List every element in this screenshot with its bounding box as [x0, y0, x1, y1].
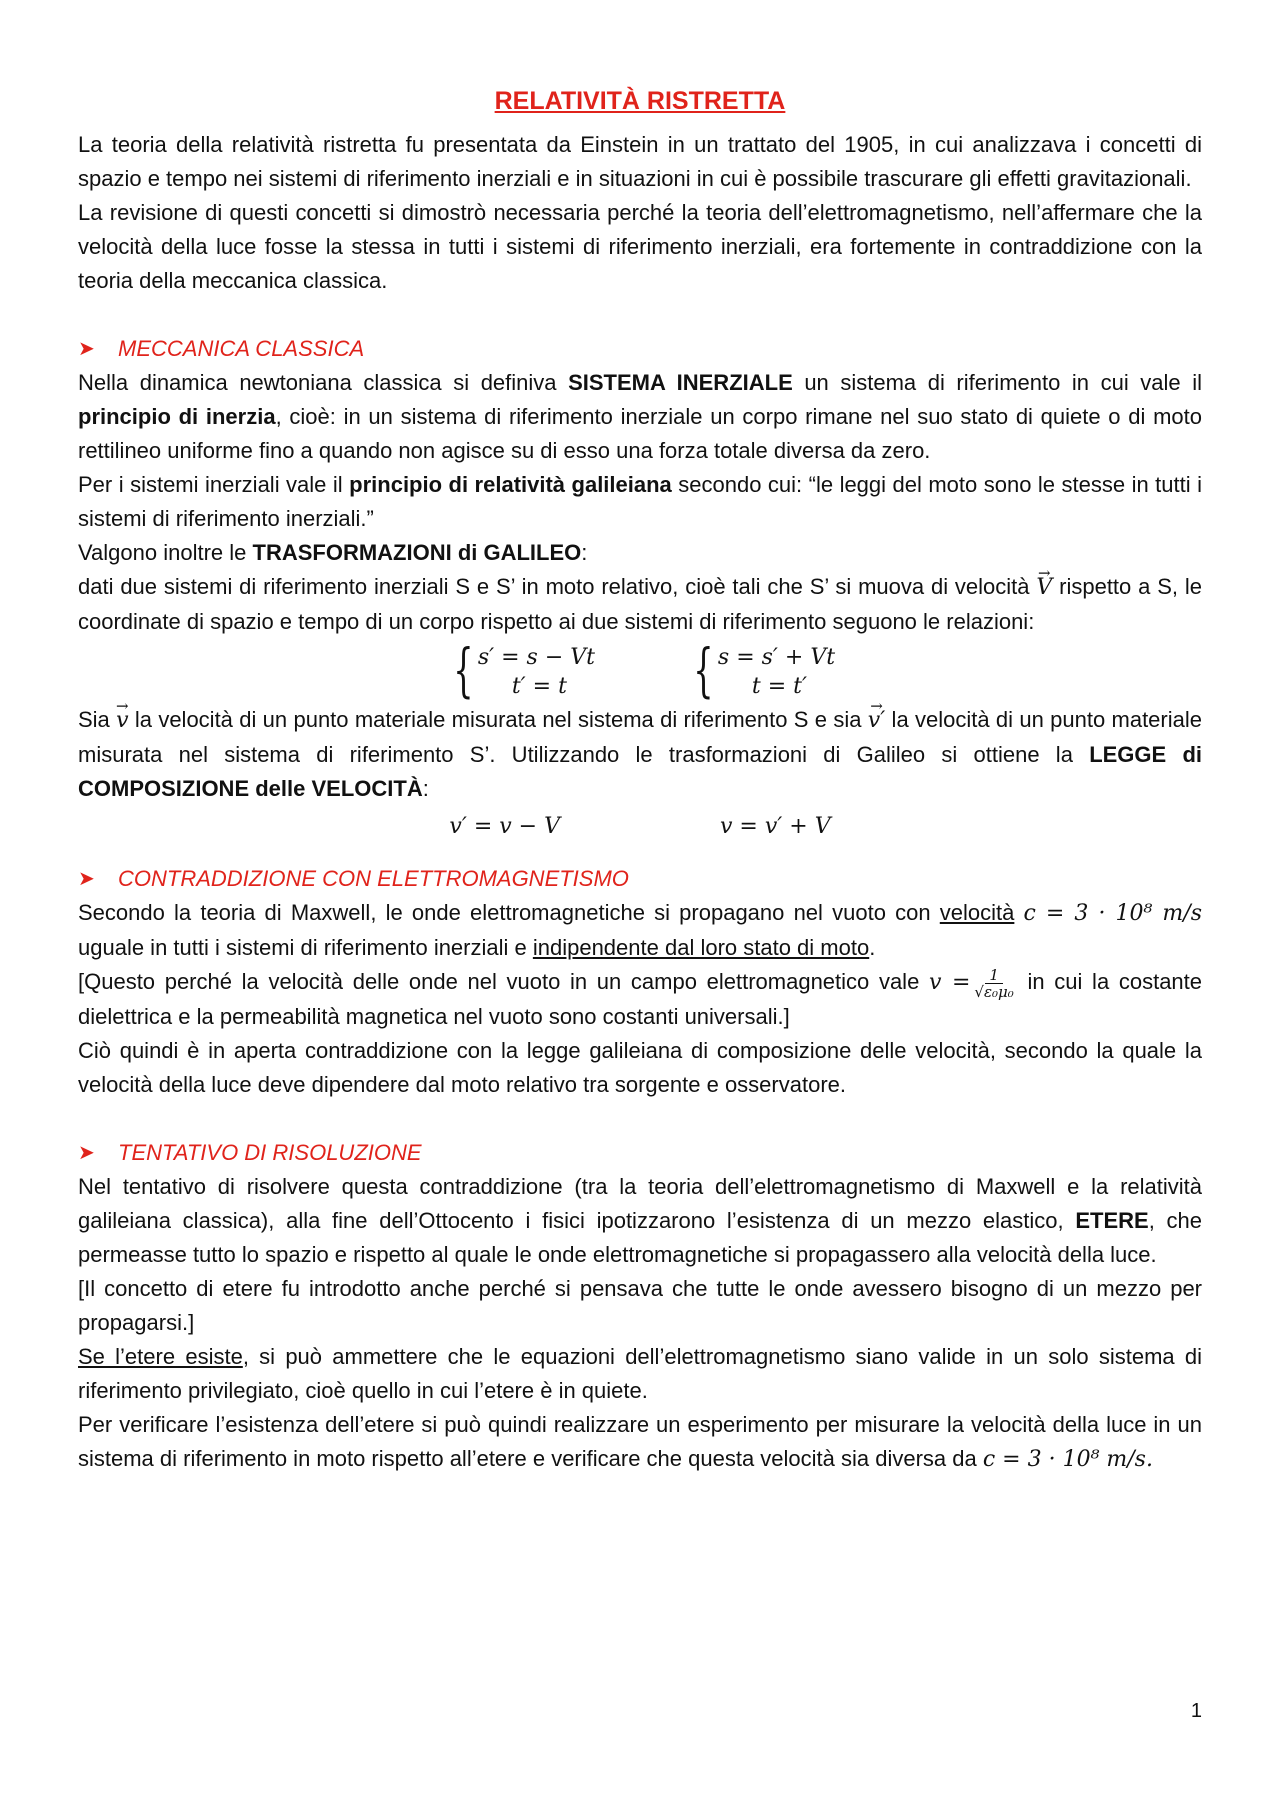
paragraph-trasformazioni: Valgono inoltre le TRASFORMAZIONI di GALILEO: [78, 540, 588, 565]
fraction: $\frac{1}{\text{√ε₀μ₀}}$ [974, 965, 1014, 1001]
velocity-composition-equations [78, 810, 1202, 844]
equation-line: t = t′ [751, 674, 808, 699]
document-body [78, 84, 1202, 1477]
equation-line: t′ = t [511, 674, 567, 699]
paragraph-sistema-inerziale: Nella dinamica newtoniana classica si definiva SISTEMA INERZIALE un sistema di riferimento in cui vale il principio di inerzia, cioè: in un sistema di riferimento inerziale un corpo rimane nel suo stato di quiete o di moto rettilineo uniforme fino a quando non agisce su di esso una forza totale diversa da zero. [78, 370, 1203, 463]
section-heading-text: MECCANICA CLASSICA [118, 336, 365, 361]
paragraph-etere-esiste: Se l’etere esiste, si può ammettere che le equazioni dell’elettromagnetismo siano valide in un solo sistema di riferimento privilegiato, cioè quello in cui l’etere è in quiete. [78, 1344, 1202, 1403]
arrow-bullet-icon: ➤ [78, 1142, 95, 1164]
equation-system-2: { s = s′ + Vt t = t′ [693, 636, 836, 704]
section-heading-text: CONTRADDIZIONE CON ELETTROMAGNETISMO [118, 866, 629, 891]
page-number: 1 [1190, 1700, 1202, 1722]
paragraph-verifica-etere: Per verificare l’esistenza dell’etere si può quindi realizzare un esperimento per misurare la velocità della luce in un sistema di riferimento in moto rispetto all’etere e verificare che questa velocità sia diversa da c = 3 · 10⁸ m/s. [78, 1412, 1202, 1472]
paragraph-composizione: Sia v → la velocità di un punto materiale misurata nel sistema di riferimento S e sia v′ → la velocità di un punto materiale misurata nel sistema di riferimento S’. Utilizzando le trasformazioni di Galileo si ottiene la LEGGE di COMPOSIZIONE delle VELOCITÀ: [78, 703, 1202, 806]
equation-system-1: { s′ = s − Vt t′ = t [453, 636, 595, 704]
equation-velocity-2: v = v′ + V [720, 814, 831, 839]
page-title: RELATIVITÀ RISTRETTA [494, 87, 786, 115]
paragraph-contraddizione: Ciò quindi è in aperta contraddizione con la legge galileiana di composizione delle velocità, secondo la quale la velocità della luce deve dipendere dal moto relativo tra sorgente e osservatore. [78, 1038, 1202, 1097]
arrow-bullet-icon: ➤ [78, 868, 95, 890]
intro-paragraph-2: La revisione di questi concetti si dimostrò necessaria perché la teoria dell’elettromagnetismo, nell’affermare che la velocità della luce fosse la stessa in tutti i sistemi di riferimento inerziali, era fortemente in contraddizione con la teoria della meccanica classica. [78, 200, 1202, 293]
paragraph-concetto-etere: [Il concetto di etere fu introdotto anche perché si pensava che tutte le onde avessero bisogno di un mezzo per propagarsi.] [78, 1276, 1202, 1335]
section-heading-contraddizione [78, 862, 1202, 896]
section-heading-meccanica [78, 332, 1202, 366]
equation-velocity-1: v′ = v − V [449, 814, 560, 839]
paragraph-sistemi-moto: dati due sistemi di riferimento inerziali S e S’ in moto relativo, cioè tali che S’ si muova di velocità V → rispetto a S, le coordinate di spazio e tempo di un corpo rispetto ai due sistemi di riferimento seguono le relazioni: [78, 570, 1202, 639]
section-heading-text: TENTATIVO DI RISOLUZIONE [118, 1140, 422, 1165]
equation-line: s = s′ + Vt [717, 645, 836, 670]
paragraph-maxwell: Secondo la teoria di Maxwell, le onde elettromagnetiche si propagano nel vuoto con velocità c = 3 · 10⁸ m/s uguale in tutti i sistemi di riferimento inerziali e indipendente dal loro stato di moto. [78, 900, 1202, 960]
paragraph-relativita-galileiana: Per i sistemi inerziali vale il principio di relatività galileiana secondo cui: “le leggi del moto sono le stesse in tutti i sistemi di riferimento inerziali.” [78, 472, 1203, 531]
section-heading-risoluzione [78, 1136, 1202, 1170]
galileo-transformations [78, 636, 1202, 704]
intro-paragraph-1: La teoria della relatività ristretta fu presentata da Einstein in un trattato del 1905, in cui analizzava i concetti di spazio e tempo nei sistemi di riferimento inerziali e in situazioni in cui è possibile trascurare gli effetti gravitazionali. [78, 132, 1202, 191]
arrow-bullet-icon: ➤ [78, 338, 95, 360]
paragraph-velocita-onde: [Questo perché la velocità delle onde nel vuoto in un campo elettromagnetico vale v = $\frac{1}{\text{√ε₀μ₀}}$ in cui la costante dielettrica e la permeabilità magnetica nel vuoto sono costanti universali.] [78, 965, 1203, 1029]
equation-line: s′ = s − Vt [477, 645, 595, 670]
paragraph-etere: Nel tentativo di risolvere questa contraddizione (tra la teoria dell’elettromagnetismo di Maxwell e la relatività galileiana classica), alla fine dell’Ottocento i fisici ipotizzarono l’esistenza di un mezzo elastico, ETERE, che permeasse tutto lo spazio e rispetto al quale le onde elettromagnetiche si propagassero alla velocità della luce. [78, 1174, 1203, 1267]
